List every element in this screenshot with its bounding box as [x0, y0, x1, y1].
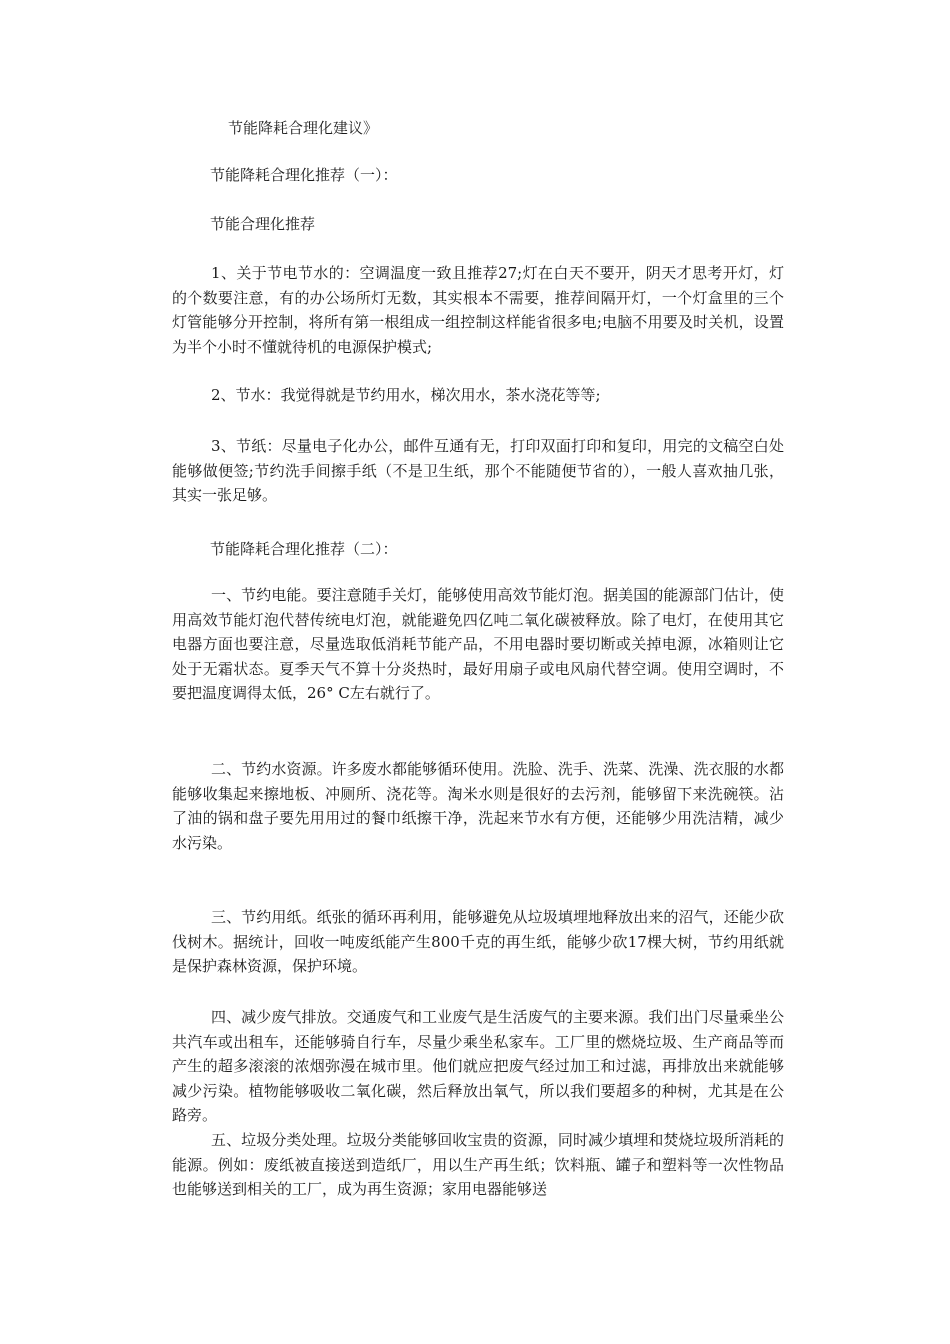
section-heading-1: 节能降耗合理化推荐（一）：	[210, 166, 398, 184]
paragraph-save-electricity: 一、节约电能。要注意随手关灯，能够使用高效节能灯泡。据美国的能源部门估计，使用高效节能灯泡代替传统电灯泡，就能避免四亿吨二氧化碳被释放。除了电灯，在使用其它电器方面也要注意，尽量选取低消耗节能产品，不用电器时要切断或关掉电源，冰箱则让它处于无霜状态。夏季天气不算十分炎热时，最好用扇子或电风扇代替空调。使用空调时，不要把温度调得太低，26° C左右就行了。	[172, 586, 784, 702]
section-heading-2: 节能降耗合理化推荐（二）：	[210, 540, 398, 558]
paragraph-paper-saving: 3、节纸：尽量电子化办公，邮件互通有无，打印双面打印和复印，用完的文稿空白处能够做便签;节约洗手间擦手纸（不是卫生纸，那个不能随便节省的），一般人喜欢抽几张，其实一张足够。	[172, 437, 784, 504]
paragraph-save-paper: 三、节约用纸。纸张的循环再利用，能够避免从垃圾填埋地释放出来的沼气，还能少砍伐树木。据统计，回收一吨废纸能产生800千克的再生纸，能够少砍17棵大树，节约用纸就是保护森林资源，保护环境。	[172, 908, 784, 975]
paragraph-electricity-water: 1、关于节电节水的：空调温度一致且推荐27;灯在白天不要开，阴天才思考开灯，灯的个数要注意，有的办公场所灯无数，其实根本不需要，推荐间隔开灯，一个灯盒里的三个灯管能够分开控制，将所有第一根组成一组控制这样能省很多电;电脑不用要及时关机，设置为半个小时不懂就待机的电源保护模式;	[172, 264, 784, 356]
paragraph-waste-sorting: 五、垃圾分类处理。垃圾分类能够回收宝贵的资源，同时减少填埋和焚烧垃圾所消耗的能源。例如：废纸被直接送到造纸厂，用以生产再生纸；饮料瓶、罐子和塑料等一次性物品也能够送到相关的工厂，成为再生资源；家用电器能够送	[172, 1131, 784, 1198]
paragraph-save-water: 二、节约水资源。许多废水都能够循环使用。洗脸、洗手、洗菜、洗澡、洗衣服的水都能够收集起来擦地板、冲厕所、浇花等。淘米水则是很好的去污剂，能够留下来洗碗筷。沾了油的锅和盘子要先用用过的餐巾纸擦干净，洗起来节水有方便，还能够少用洗洁精，减少水污染。	[172, 760, 784, 852]
paragraph-reduce-emissions: 四、减少废气排放。交通废气和工业废气是生活废气的主要来源。我们出门尽量乘坐公共汽车或出租车，还能够骑自行车，尽量少乘坐私家车。工厂里的燃烧垃圾、生产商品等而产生的超多滚滚的浓烟弥漫在城市里。他们就应把废气经过加工和过滤，再排放出来就能够减少污染。植物能够吸收二氧化碳，然后释放出氧气，所以我们要超多的种树，尤其是在公路旁。	[172, 1008, 784, 1124]
document-title: 节能降耗合理化建议》	[228, 119, 379, 137]
paragraph-water-saving: 2、节水：我觉得就是节约用水，梯次用水，茶水浇花等等;	[211, 386, 601, 404]
subheading-energy-saving: 节能合理化推荐	[210, 215, 316, 233]
